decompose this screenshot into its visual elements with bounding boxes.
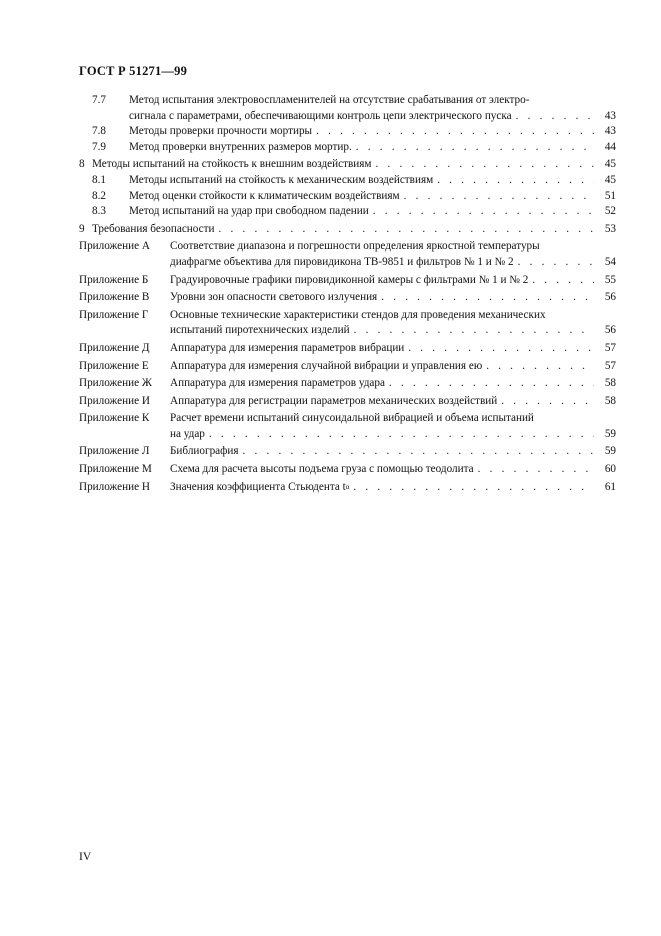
toc-entry-page: 43 [604,125,616,138]
toc-entry-number: 8.3 [92,205,106,218]
dot-leader [371,157,594,173]
toc-entry [79,411,616,442]
toc-entry-title-line: Метод испытания электровоспламенителей на отсутствие срабатывания от электро- [129,94,530,106]
dot-leader [369,204,594,220]
dot-leader [352,140,594,156]
dot-leader [474,462,594,478]
dot-leader [239,444,594,460]
toc-entry-number: Приложение М [79,463,152,476]
toc-entry-number: 7.9 [92,140,106,153]
toc-entry-page: 44 [604,140,616,153]
dot-leader [349,480,594,496]
toc-entry [79,173,616,189]
dot-leader [377,290,594,306]
toc-entry-title-line: сигнала с параметрами, обеспечивающими контроль цепи электрического пуска [129,109,512,122]
toc-entry-title-line: Соответствие диапазона и погрешности определения яркостной температуры [170,240,540,253]
toc-entry [79,189,616,205]
toc-entry [79,341,616,357]
toc-entry-subscript: α [345,482,350,491]
dot-leader [205,427,594,443]
toc-entry-title-line: на удар [170,427,205,440]
toc-entry-page: 45 [604,173,616,186]
dot-leader [497,394,594,410]
toc-entry-page: 51 [604,189,616,202]
toc-entry-title-line: Требования безопасности [92,222,215,235]
toc-entry-title-line: Уровни зон опасности светового излучения [170,291,378,304]
toc-entry-number: 8.2 [92,189,106,202]
toc-entry-title-line: Схема для расчета высоты подъема груза с помощью теодолита [170,463,474,476]
toc-entry [79,290,616,306]
toc-entry-title-line: Аппаратура для измерения параметров удара [170,377,385,390]
toc-entry-page: 43 [604,109,616,122]
dot-leader [214,222,594,238]
toc-entry [79,462,616,478]
page-number: IV [79,851,92,863]
toc-entry-number: Приложение В [79,291,150,304]
toc-entry-page: 53 [604,222,616,235]
toc-entry-title-line: Метод оценки стойкости к климатическим воздействиям [129,189,400,202]
dot-leader [350,323,594,339]
dot-leader [312,124,594,140]
dot-leader [528,273,594,289]
toc-entry [79,480,616,496]
toc-entry [79,204,616,220]
toc-entry-page: 55 [604,273,616,286]
toc-entry-title-line: Основные технические характеристики стендов для проведения механических [170,308,546,321]
toc-entry-title-line: Библиография [170,445,239,458]
toc-entry-number: 9 [79,222,85,235]
toc-entry-number: Приложение Н [79,480,150,493]
toc-entry-title-line: Методы испытаний на стойкость к внешним воздействиям [92,158,372,171]
toc-entry-number: Приложение Е [79,359,149,372]
dot-leader [400,189,594,205]
toc-entry [79,273,616,289]
dot-leader [404,341,594,357]
toc-entry-page: 58 [604,377,616,390]
toc-entry-number: Приложение Л [79,445,150,458]
toc-entry-number: Приложение К [79,412,150,425]
toc-entry-title-line: Аппаратура для измерения случайной вибрации и управления ею [170,359,483,372]
toc-entry-page: 57 [604,341,616,354]
toc-entry [79,93,616,124]
toc-entry [79,124,616,140]
toc-entry [79,140,616,156]
toc-entry [79,308,616,339]
toc-entry-page: 45 [604,158,616,171]
toc-entry-title-line: Метод проверки внутренних размеров мортир. [129,140,352,153]
toc-entry-page: 56 [604,324,616,337]
toc-entry-page: 54 [604,255,616,268]
toc-entry-page: 52 [604,205,616,218]
toc-entry-page: 56 [604,291,616,304]
toc-entry-title-line: Расчет времени испытаний синусоидальной вибрацией и объема испытаний [170,412,534,425]
toc-entry [79,376,616,392]
toc-entry-number: Приложение Д [79,341,150,354]
toc-entry [79,444,616,460]
toc-entry-page: 58 [604,394,616,407]
toc-entry-title-line: Аппаратура для регистрации параметров механических воздействий [170,394,498,407]
dot-leader [433,173,594,189]
toc-entry-page: 61 [604,480,616,493]
toc-entry-page: 60 [604,463,616,476]
toc-entry [79,394,616,410]
toc-entry-title-line: Методы проверки прочности мортиры [129,125,313,138]
toc-entry-number: 7.7 [92,94,106,106]
toc-entry-title-line: Аппаратура для измерения параметров вибрации [170,341,405,354]
toc-entry [79,222,616,238]
dot-leader [385,376,594,392]
dot-leader [482,359,594,375]
dot-leader [514,255,594,271]
toc-entry-page: 57 [604,359,616,372]
toc-entry-title-line: испытаний пиротехнических изделий [170,324,350,337]
toc-entry-number: Приложение Б [79,273,149,286]
toc-entry-number: Приложение А [79,240,150,253]
toc-entry-title-line: Значения коэффициента Стьюдента t [170,480,346,493]
toc-entry [79,239,616,270]
toc-entry [79,157,616,173]
toc-entry-title-line: диафрагме объектива для пировидикона ТВ-9851 и фильтров № 1 и № 2 [170,255,514,268]
toc-entry [79,359,616,375]
document-header: ГОСТ Р 51271—99 [79,64,188,78]
toc-entry-number: Приложение Ж [79,377,152,390]
toc-entry-number: Приложение Г [79,308,149,321]
toc-entry-title-line: Методы испытаний на стойкость к механическим воздействиям [129,173,434,186]
toc-entry-title-line: Градуировочные графики пировидиконной камеры с фильтрами № 1 и № 2 [170,273,529,286]
toc-entry-page: 59 [604,445,616,458]
toc-entry-number: 7.8 [92,125,106,138]
toc-entry-number: Приложение И [79,394,150,407]
toc-entry-title-line: Метод испытаний на удар при свободном падении [129,205,369,218]
dot-leader [512,109,594,125]
toc-entry-number: 8.1 [92,173,106,186]
toc-entry-page: 59 [604,427,616,440]
toc-entry-number: 8 [79,158,85,171]
table-of-contents [79,93,616,495]
